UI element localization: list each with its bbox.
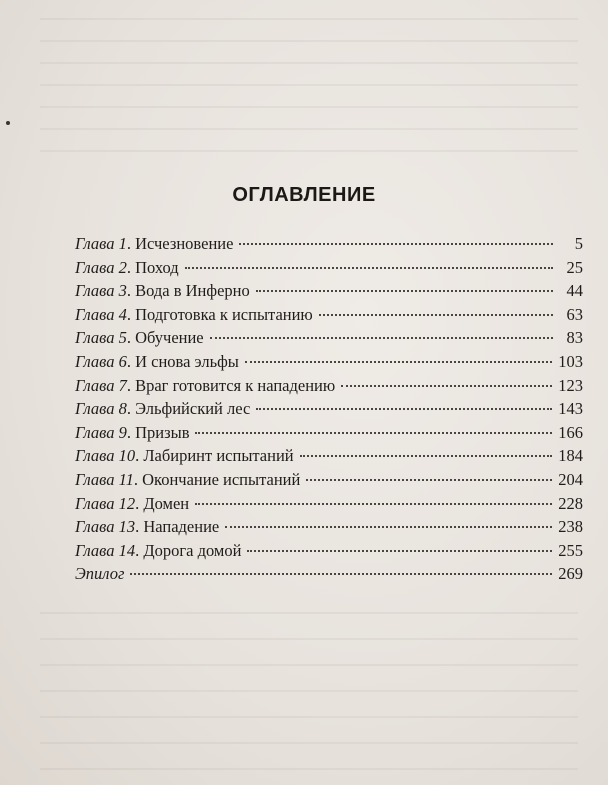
toc-entry-title: Эльфийский лес bbox=[130, 399, 251, 419]
bleed-through-line bbox=[40, 128, 578, 130]
toc-entry-chapter: Глава 8 bbox=[75, 399, 127, 419]
toc-entry-chapter: Глава 14 bbox=[75, 540, 136, 560]
toc-entry-chapter: Глава 11 bbox=[75, 469, 134, 489]
bleed-through-line bbox=[40, 18, 578, 20]
toc-entry-chapter: Глава 9 bbox=[75, 422, 127, 442]
toc-entry bbox=[75, 374, 583, 398]
toc-dot-leader bbox=[341, 385, 552, 387]
toc-entry bbox=[75, 397, 583, 421]
toc-entry bbox=[75, 279, 583, 303]
toc-dot-leader bbox=[247, 550, 552, 552]
bleed-through-line bbox=[40, 40, 578, 42]
toc-entry-chapter: Глава 3 bbox=[75, 281, 127, 301]
toc-entry-chapter: Глава 4 bbox=[75, 304, 127, 324]
toc-dot-leader bbox=[245, 361, 552, 363]
toc-entry-chapter: Глава 6 bbox=[75, 351, 127, 371]
toc-entry-title: Домен bbox=[139, 493, 190, 513]
toc-entry bbox=[75, 350, 583, 374]
toc-entry-separator: . bbox=[135, 540, 140, 560]
toc-heading: ОГЛАВЛЕНИЕ bbox=[232, 184, 376, 206]
bleed-through-line bbox=[40, 742, 578, 744]
toc-entry-separator: . bbox=[135, 446, 140, 466]
bleed-through-line bbox=[40, 84, 578, 86]
toc-dot-leader bbox=[195, 503, 552, 505]
bleed-through-line bbox=[40, 106, 578, 108]
bleed-through-line bbox=[40, 716, 578, 718]
toc-entry-separator: . bbox=[133, 469, 138, 489]
toc-dot-leader bbox=[225, 526, 552, 528]
toc-entry-page-number: 63 bbox=[566, 304, 583, 324]
toc-entry-title: Исчезновение bbox=[130, 234, 234, 253]
table-of-contents bbox=[75, 232, 583, 586]
toc-entry bbox=[75, 256, 583, 280]
toc-entry-page-number: 184 bbox=[558, 446, 583, 466]
toc-entry-title: Окончание испытаний bbox=[137, 469, 301, 489]
toc-entry-page-number: 143 bbox=[558, 399, 583, 419]
toc-dot-leader bbox=[185, 267, 553, 269]
toc-entry-page-number: 5 bbox=[574, 234, 583, 253]
toc-entry bbox=[75, 303, 583, 327]
bleed-through-line bbox=[40, 150, 578, 152]
toc-dot-leader bbox=[319, 314, 553, 316]
toc-dot-leader bbox=[195, 432, 552, 434]
toc-entry-title: Враг готовится к нападению bbox=[130, 375, 336, 395]
toc-entry-page-number: 238 bbox=[558, 517, 583, 537]
toc-entry-page-number: 228 bbox=[558, 493, 583, 513]
toc-entry-chapter: Глава 13 bbox=[75, 517, 136, 537]
toc-entry-page-number: 123 bbox=[558, 375, 583, 395]
toc-entry bbox=[75, 421, 583, 445]
toc-entry bbox=[75, 562, 583, 586]
toc-entry-title: И снова эльфы bbox=[130, 351, 239, 371]
toc-entry-title: Обучение bbox=[130, 328, 204, 348]
toc-dot-leader bbox=[300, 455, 553, 457]
toc-entry-page-number: 269 bbox=[558, 564, 583, 584]
bleed-through-line bbox=[40, 638, 578, 640]
toc-entry bbox=[75, 444, 583, 468]
toc-entry-chapter: Глава 7 bbox=[75, 375, 127, 395]
toc-dot-leader bbox=[130, 573, 552, 575]
toc-entry-title: Поход bbox=[130, 257, 179, 277]
toc-entry-title: Вода в Инферно bbox=[130, 281, 250, 301]
toc-entry-chapter: Глава 5 bbox=[75, 328, 127, 348]
toc-entry-chapter: Глава 12 bbox=[75, 493, 136, 513]
toc-entry bbox=[75, 492, 583, 516]
toc-entry-separator: . bbox=[126, 234, 131, 253]
toc-entry-page-number: 255 bbox=[558, 540, 583, 560]
toc-entry-title: Лабиринт испытаний bbox=[139, 446, 294, 466]
toc-entry-separator: . bbox=[126, 375, 131, 395]
toc-entry-chapter: Глава 10 bbox=[75, 446, 136, 466]
bleed-through-line bbox=[40, 612, 578, 614]
bleed-through-line bbox=[40, 664, 578, 666]
toc-entry-separator: . bbox=[126, 351, 131, 371]
toc-entry-separator: . bbox=[126, 328, 131, 348]
toc-dot-leader bbox=[256, 408, 552, 410]
toc-entry-separator: . bbox=[135, 493, 140, 513]
toc-entry-separator: . bbox=[126, 257, 131, 277]
toc-entry-separator: . bbox=[126, 422, 131, 442]
toc-entry-title: Нападение bbox=[139, 517, 220, 537]
toc-entry-chapter: Глава 2 bbox=[75, 257, 127, 277]
toc-entry-page-number: 166 bbox=[558, 422, 583, 442]
toc-dot-leader bbox=[256, 290, 553, 292]
toc-entry-chapter: Эпилог bbox=[75, 564, 125, 584]
toc-entry-page-number: 44 bbox=[566, 281, 583, 301]
toc-entry bbox=[75, 232, 583, 256]
toc-entry-title: Призыв bbox=[130, 422, 190, 442]
toc-entry-page-number: 204 bbox=[558, 469, 583, 489]
toc-entry-separator: . bbox=[135, 517, 140, 537]
bleed-through-line bbox=[40, 690, 578, 692]
toc-dot-leader bbox=[239, 243, 553, 245]
bleed-through-line bbox=[40, 768, 578, 770]
toc-entry-title: Дорога домой bbox=[139, 540, 242, 560]
bleed-through-line bbox=[40, 62, 578, 64]
toc-entry-title: Подготовка к испытанию bbox=[130, 304, 313, 324]
toc-entry-separator: . bbox=[126, 304, 131, 324]
toc-entry-page-number: 83 bbox=[566, 328, 583, 348]
toc-entry-separator: . bbox=[126, 399, 131, 419]
toc-entry bbox=[75, 515, 583, 539]
toc-entry-page-number: 25 bbox=[566, 257, 583, 277]
toc-dot-leader bbox=[306, 479, 552, 481]
toc-entry bbox=[75, 468, 583, 492]
ink-speck bbox=[6, 121, 10, 125]
toc-entry bbox=[75, 539, 583, 563]
toc-dot-leader bbox=[210, 337, 553, 339]
toc-entry-chapter: Глава 1 bbox=[75, 234, 127, 253]
toc-entry-separator: . bbox=[126, 281, 131, 301]
toc-entry-page-number: 103 bbox=[558, 351, 583, 371]
toc-entry bbox=[75, 326, 583, 350]
